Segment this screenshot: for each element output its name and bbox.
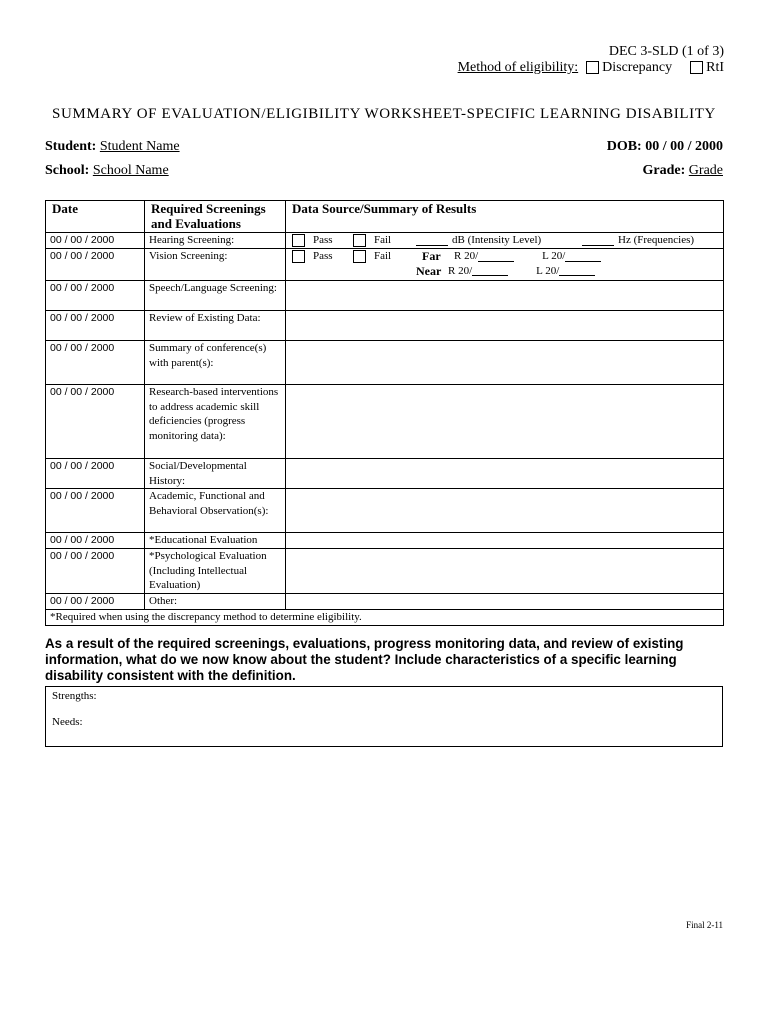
needs-label: Needs: [52,716,83,728]
date-cell[interactable]: 00 / 00 / 2000 [46,459,145,489]
checkbox-icon[interactable] [353,234,366,247]
method-label: Method of eligibility: [457,60,579,75]
grade-label: Grade: [642,163,686,178]
checkbox-icon[interactable] [353,250,366,263]
school-label: School: [45,163,90,178]
hz-blank[interactable] [582,235,614,246]
dob-field[interactable]: 00 / 00 / 2000 [645,139,723,154]
far-r-blank[interactable] [478,251,514,262]
result-cell[interactable] [286,533,724,549]
evaluation-table [45,200,724,626]
checkbox-icon[interactable] [292,234,305,247]
table-row [46,489,724,533]
option-discrepancy[interactable]: Discrepancy [586,60,672,76]
table-row [46,385,724,459]
result-cell[interactable] [286,311,724,341]
result-cell[interactable] [286,341,724,385]
eval-cell: Hearing Screening: [145,233,286,249]
grade-field[interactable]: Grade [688,163,723,178]
dob-group [607,139,723,155]
table-row [46,311,724,341]
table-row [46,593,724,609]
grade-group [643,163,723,179]
near-l-blank[interactable] [559,265,595,276]
date-cell[interactable]: 00 / 00 / 2000 [46,549,145,594]
near-r-blank[interactable] [472,265,508,276]
footnote: *Required when using the discrepancy method to determine eligibility. [46,609,724,625]
table-row [46,233,724,249]
header-required-screenings: Required Screenings and Evaluations [145,201,286,233]
date-cell[interactable]: 00 / 00 / 2000 [46,233,145,249]
eval-cell: *Psychological Evaluation (Including Intellectual Evaluation) [145,549,286,594]
eval-cell: Social/Developmental History: [145,459,286,489]
student-label: Student: [45,139,97,154]
eval-cell: Review of Existing Data: [145,311,286,341]
date-cell[interactable]: 00 / 00 / 2000 [46,489,145,533]
date-cell[interactable]: 00 / 00 / 2000 [46,281,145,311]
eval-cell: Academic, Functional and Behavioral Observation(s): [145,489,286,533]
footer-version: Final 2-11 [686,920,723,930]
option-rti[interactable]: RtI [690,60,724,76]
strengths-needs-box[interactable] [45,686,723,747]
table-header-row [46,201,724,233]
result-cell-vision[interactable]: Pass Fail Far R 20/ L 20/ Near R 20/ L 20/ [286,249,724,281]
result-cell[interactable] [286,489,724,533]
eval-cell: Other: [145,593,286,609]
date-cell[interactable]: 00 / 00 / 2000 [46,249,145,281]
eval-cell: Research-based interventions to address academic skill deficiencies (progress monitoring data): [145,385,286,459]
date-cell[interactable]: 00 / 00 / 2000 [46,341,145,385]
result-cell[interactable] [286,385,724,459]
header-date: Date [46,201,145,233]
eval-cell: Vision Screening: [145,249,286,281]
checkbox-icon[interactable] [690,61,703,74]
footnote-row [46,609,724,625]
strengths-label: Strengths: [52,690,97,702]
eval-cell: Summary of conference(s) with parent(s): [145,341,286,385]
table-row [46,249,724,281]
date-cell[interactable]: 00 / 00 / 2000 [46,593,145,609]
result-cell[interactable] [286,281,724,311]
student-row [45,139,723,155]
result-cell[interactable] [286,593,724,609]
result-cell[interactable] [286,459,724,489]
far-l-blank[interactable] [565,251,601,262]
table-row [46,549,724,594]
school-row [45,163,723,179]
table-row [46,281,724,311]
method-of-eligibility [458,60,724,76]
date-cell[interactable]: 00 / 00 / 2000 [46,533,145,549]
form-id: DEC 3-SLD (1 of 3) [608,44,724,59]
date-cell[interactable]: 00 / 00 / 2000 [46,385,145,459]
header-data-source: Data Source/Summary of Results [286,201,724,233]
table-row [46,533,724,549]
table-row [46,341,724,385]
student-name-field[interactable]: Student Name [99,139,180,154]
result-cell[interactable] [286,549,724,594]
eval-cell: Speech/Language Screening: [145,281,286,311]
result-cell-hearing[interactable]: Pass Fail dB (Intensity Level) Hz (Frequencies) [286,233,724,249]
summary-question: As a result of the required screenings, evaluations, progress monitoring data, and review of existing information, what do we now know about the student? Include characteristics of a specific learning disability consistent with the definition. [45,636,684,683]
eval-cell: *Educational Evaluation [145,533,286,549]
date-cell[interactable]: 00 / 00 / 2000 [46,311,145,341]
db-blank[interactable] [416,235,448,246]
dob-label: DOB: [606,139,642,154]
checkbox-icon[interactable] [292,250,305,263]
checkbox-icon[interactable] [586,61,599,74]
school-name-field[interactable]: School Name [92,163,169,178]
page-title: SUMMARY OF EVALUATION/ELIGIBILITY WORKSHEET-SPECIFIC LEARNING DISABILITY [52,106,716,122]
table-row [46,459,724,489]
